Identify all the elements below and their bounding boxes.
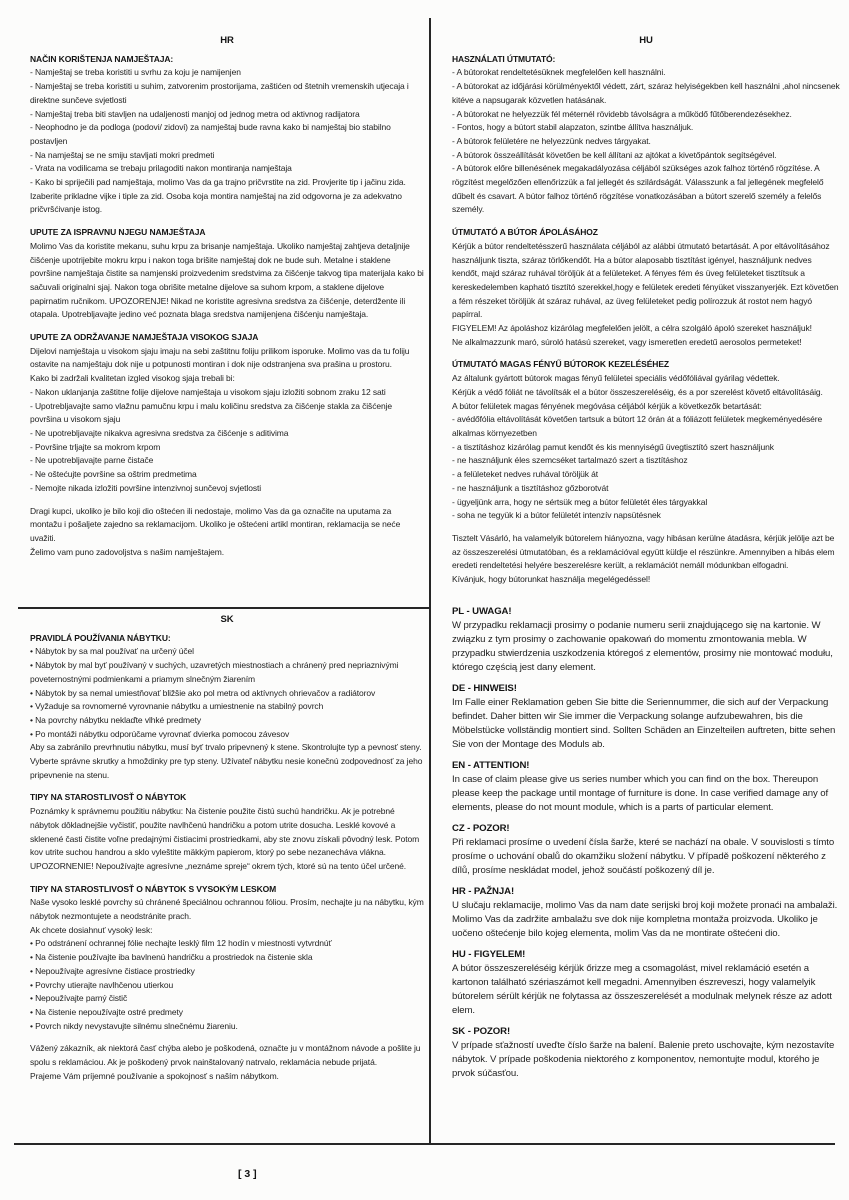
section-hr-content [30, 53, 424, 560]
section-heading: HASZNÁLATI ÚTMUTATÓ: [452, 53, 556, 64]
paragraph: Dragi kupci, ukoliko je bilo koji dio oštećen ili nedostaje, molimo Vas da ga označite na uputama za montažu i pošaljete zajedno sa reklamacijom. Ukoliko je oštećeni artikl montiran, reklamacija se neće uvažiti. [30, 505, 401, 543]
paragraph: • Na čistenie nepoužívajte ostré predmety [30, 1006, 183, 1017]
paragraph: - Nakon uklanjanja zaštitne folije dijelove namještaja u visokom sjaju izložiti sobnom zraku 12 sati [30, 386, 386, 397]
paragraph: Im Falle einer Reklamation geben Sie bitte die Seriennummer, die sich auf der Verpackung befindet. Daher bitten wir Sie immer die Verpackung solange aufzubewahren, bis die Möbelstücke vollständig montiert sind. Sollten Schäden an Einzelteilen auftreten, bitte sehen Sie von der Montage des Moduls ab. [452, 697, 836, 750]
paragraph: - ne használjunk a tisztításhoz gőzborotvát [452, 482, 609, 493]
section-warnings-content [452, 605, 840, 1081]
section-hr [30, 34, 424, 602]
paragraph: Ak chcete dosiahnuť vysoký lesk: [30, 924, 153, 935]
section-hu [452, 34, 840, 602]
section-hu-content [452, 53, 840, 587]
paragraph: Kívánjuk, hogy bútorunkat használja megelégedéssel! [452, 574, 651, 585]
section-heading: PL - UWAGA! [452, 606, 512, 617]
section-warnings [452, 605, 840, 1139]
paragraph: Dijelovi namještaja u visokom sjaju imaju na sebi zaštitnu foliju prilikom isporuke. Molimo vas da tu foliju ostavite na namještaju dok nije u potpunosti montiran i dok nije odstranjena sva prašina u prostoru. [30, 345, 410, 370]
paragraph: - Namještaj se treba koristiti u svrhu za koju je namijenjen [30, 67, 241, 78]
paragraph: • Po odstránení ochrannej fólie nechajte lesklý film 12 hodín v miestnosti vytvrdnúť [30, 938, 332, 949]
paragraph: - A bútorokat ne helyezzük fél méternél rövidebb távolságra a működő fűtőberendezésekhez. [452, 108, 792, 119]
spacer [30, 322, 424, 331]
spacer [452, 878, 840, 885]
paragraph: - Fontos, hogy a bútort stabil alapzaton, szintbe állítva használjuk. [452, 122, 694, 133]
paragraph: FIGYELEM! Az ápoláshoz kizárólag megfelelően jelölt, a célra szolgáló ápoló szereket használjuk! [452, 323, 812, 334]
paragraph: - Ne upotrebljavajte parne čistače [30, 455, 154, 466]
paragraph: • Vyžaduje sa rovnomerné vyrovnanie nábytku a umiestnenie na stabilný povrch [30, 701, 324, 712]
section-heading: TIPY NA STAROSTLIVOSŤ O NÁBYTOK S VYSOKÝM LESKOM [30, 883, 277, 894]
section-heading: EN - ATTENTION! [452, 760, 530, 771]
spacer [30, 217, 424, 226]
paragraph: - A bútorok előre billenésének megakadályozása céljából szükséges azok falhoz történő rögzítése. A rögzítést megelőzően ellenőrizzük a fal jellegét és szilárdságát. Válasszunk a fal jellegének megfelelő dűbelt és csavart. A bútor falhoz történő rögzítése vonatkozásában a bútort szerelő személy a felelős személy. [452, 163, 824, 215]
paragraph: A bútor felületek magas fényének megóvása céljából kérjük a következők betartását: [452, 400, 762, 411]
paragraph: Želimo vam puno zadovoljstva s našim namještajem. [30, 546, 224, 557]
paragraph: U slučaju reklamacije, molimo Vas da nam date serijski broj koji možete pronaći na ambalaži. Molimo Vas da zadržite ambalažu sve dok nije kompletna montaža proizvoda. Ukoliko je uočeno oštećenje bilo kojeg elementa, molim Vas da ne montirate oštećeni dio. [452, 900, 838, 939]
section-heading: ÚTMUTATÓ A BÚTOR ÁPOLÁSÁHOZ [452, 227, 598, 238]
section-heading: CZ - POZOR! [452, 823, 510, 834]
section-heading: NAČIN KORIŠTENJA NAMJEŠTAJA: [30, 53, 174, 64]
spacer [452, 752, 840, 759]
spacer [452, 217, 840, 226]
paragraph: Kako bi zadržali kvalitetan izgled visokog sjaja trebali bi: [30, 373, 235, 384]
footer-divider [14, 1143, 835, 1145]
paragraph: Naše vysoko lesklé povrchy sú chránené špeciálnou ochrannou fóliou. Prosím, nechajte ju na nábytku, kým nábytok nezmontujete a neodstránite prach. [30, 897, 424, 922]
paragraph: Prajeme Vám príjemné používanie a spokojnosť s naším nábytkom. [30, 1070, 279, 1081]
paragraph: - Neophodno je da podloga (podovi/ zidovi) za namještaj bude ravna kako bi namještaj bio stabilno postavljen [30, 122, 391, 146]
spacer [452, 523, 840, 532]
section-hu-language-label: HU [639, 35, 653, 46]
spacer [30, 1033, 424, 1042]
paragraph: • Nábytok by sa mal používať na určený účel [30, 646, 194, 657]
section-heading: UPUTE ZA ODRŽAVANJE NAMJEŠTAJA VISOKOG SJAJA [30, 332, 259, 343]
paragraph: Aby sa zabránilo prevrhnutiu nábytku, musí byť trvalo pripevnený k stene. Skontrolujte typ a pevnosť steny. Vyberte správne skrutky a hmoždinky pre typ steny. Užívateľ nábytku nesie konečnú zodpovednosť za jeho pripevnenie na stenu. [30, 742, 423, 780]
section-hr-language-label: HR [220, 35, 234, 46]
spacer [452, 349, 840, 358]
paragraph: • Po montáži nábytku odporúčame vyrovnať dvierka pomocou závesov [30, 728, 290, 739]
paragraph: - A bútorokat rendeltetésüknek megfelelően kell használni. [452, 67, 666, 78]
paragraph: V prípade sťažností uveďte číslo šarže na balení. Balenie preto uschovajte, kým nezostavíte nábytok. V prípade poškodenia niektorého z komponentov, nemontujte modul, ktorého je prvok súčasťou. [452, 1040, 835, 1079]
paragraph: • Na čistenie používajte iba bavlnenú handričku a prostriedok na čistenie skla [30, 952, 313, 963]
spacer [452, 941, 840, 948]
section-sk [30, 613, 424, 1137]
paragraph: Az általunk gyártott bútorok magas fényű felületei speciális védőfóliával gyárilag védettek. [452, 373, 780, 384]
paragraph: - Ne upotrebljavajte nikakva agresivna sredstva za čišćenje s aditivima [30, 427, 289, 438]
section-heading: UPUTE ZA ISPRAVNU NJEGU NAMJEŠTAJA [30, 227, 206, 238]
paragraph: • Nepoužívajte parný čistič [30, 993, 128, 1004]
paragraph: W przypadku reklamacji prosimy o podanie numeru serii znajdującego się na kartonie. W związku z tym prosimy o zachowanie opakowań do momentu zmontowania mebla. W przypadku stwierdzenia uszkodzenia któregoś z elementów, prosimy nie montować modułu, którego częścią jest dany element. [452, 620, 833, 673]
paragraph: Kérjük a bútor rendeltetésszerű használata céljából az alábbi útmutató betartását. A por eltávolításához használjunk tiszta, száraz törlőkendőt. Ha a bútor alaposabb tisztítást igényel, használjunk nedves kendőt, majd száraz ruhával töröljük át a felületeket. A fényes fém és üveg felületeket tisztítsuk a kereskedelemben kapható tisztító szerekkel,hogy e felületek eredeti fényüket visszanyerjék. Ezt követően a fém részeket töröljük át száraz ruhával, az üveg felületeket pedig polírozzuk át rostot nem hagyó papírral. [452, 240, 839, 320]
spacer [30, 874, 424, 883]
paragraph: - a tisztításhoz kizárólag pamut kendőt és kis mennyiségű üvegtisztító szert használjunk [452, 441, 774, 452]
paragraph: - soha ne tegyük ki a bútor felületét intenzív napsütésnek [452, 510, 661, 521]
paragraph: - avédőfólia eltávolítását követően tartsuk a bútort 12 órán át a fóliázott felületek megkeményedésére alkalmas környezetben [452, 414, 823, 438]
paragraph: • Na povrchy nábytku neklaďte vlhké predmety [30, 714, 202, 725]
spacer [30, 782, 424, 791]
paragraph: - Ne oštećujte površine sa oštrim predmetima [30, 469, 197, 480]
page-number: [ 3 ] [238, 1168, 257, 1180]
paragraph: Kérjük a védő fóliát ne távolítsák el a bútor összeszereléséig, és a por szerelést követő eltávolításáig. [452, 386, 823, 397]
paragraph: • Povrchy utierajte navlhčenou utierkou [30, 979, 174, 990]
paragraph: - Na namještaj se ne smiju stavljati mokri predmeti [30, 149, 215, 160]
paragraph: - Nemojte nikada izložiti površine intenzivnoj sunčevoj svjetlosti [30, 482, 262, 493]
section-heading: DE - HINWEIS! [452, 683, 517, 694]
section-sk-language-label: SK [220, 614, 234, 625]
spacer [452, 815, 840, 822]
paragraph: - a felületeket nedves ruhával töröljük át [452, 469, 599, 480]
paragraph: - Namještaj se treba koristiti u suhim, zatvorenim prostorijama, zaštićen od štetnih vremenskih utjecaja i direktne sunčeve svjetlosti [30, 81, 409, 105]
spacer [452, 1018, 840, 1025]
paragraph: - Namještaj treba biti stavljen na udaljenosti manjoj od jednog metra od aktivnog radijatora [30, 108, 360, 119]
paragraph: Při reklamaci prosíme o uvedení čísla šarže, které se nachází na obale. V souvislosti s tímto prosíme o uchování obalů do okamžiku složení nábytku. V případě poškození některého z dílů, prosíme neskládat model, jehož součástí poškozený díl je. [452, 837, 835, 876]
section-heading: TIPY NA STAROSTLIVOSŤ O NÁBYTOK [30, 792, 187, 803]
paragraph: Tisztelt Vásárló, ha valamelyik bútorelem hiányozna, vagy hibásan kerülne átadásra, kérjük jelölje azt be az összeszerelési útmutatóban, és a reklamációval együtt küldje el részünkre. Amennyiben a hibás elem eredeti rendeltetési helyére beszerelésre került, a reklamációt nemáll módunkban elfogadni. [452, 532, 835, 571]
paragraph: • Nábytok by sa nemal umiestňovať bližšie ako pol metra od aktívnych ohrievačov a radiátorov [30, 687, 376, 698]
section-heading: SK - POZOR! [452, 1026, 511, 1037]
paragraph: • Nepoužívajte agresívne čistiace prostriedky [30, 965, 195, 976]
paragraph: A bútor összeszereléséig kérjük őrizze meg a csomagolást, mivel reklamáció esetén a kartonon található szériaszámot kell megadni. Amennyiben észreveszi, hogy valamelyik bútorelem sérült kérjük ne folytassa az összeszerelését a modulnak melynek része az adott elem. [452, 963, 832, 1016]
section-heading: HU - FIGYELEM! [452, 949, 526, 960]
section-heading: ÚTMUTATÓ MAGAS FÉNYŰ BÚTOROK KEZELÉSÉHEZ [452, 359, 670, 370]
paragraph: - A bútorok felületére ne helyezzünk nedves tárgyakat. [452, 135, 651, 146]
paragraph: - ügyeljünk arra, hogy ne sértsük meg a bútor felületét éles tárgyakkal [452, 496, 708, 507]
section-sk-content [30, 632, 424, 1084]
spacer [452, 675, 840, 682]
paragraph: In case of claim please give us series number which you can find on the box. Thereupon please keep the package until montage of furniture is done. In case verified damage any of elements, please do not mount module, which is a parts of particular element. [452, 774, 829, 813]
vertical-column-divider [429, 18, 431, 1144]
paragraph: - Kako bi spriječili pad namještaja, molimo Vas da ga trajno pričvrstite na zid. Provjerite tip i jačinu zida. Izaberite prikladne vijke i tiple za zid. Osoba koja montira namještaj na zid odgovorna je za adekvatno pričvršćivanje istog. [30, 177, 406, 215]
paragraph: • Povrch nikdy nevystavujte silnému slnečnému žiareniu. [30, 1020, 238, 1031]
paragraph: Vážený zákazník, ak niektorá časť chýba alebo je poškodená, označte ju v montážnom návode a pošlite ju spolu s reklamáciou. Ak je poškodený prvok nainštalovaný natrvalo, reklamácia nebude prijatá. [30, 1043, 421, 1068]
section-heading: HR - PAŽNJA! [452, 886, 515, 897]
paragraph: - ne használjunk éles szemcséket tartalmazó szert a tisztításhoz [452, 455, 688, 466]
paragraph: - A bútorok összeállítását követően be kell állítani az ajtókat a kivetőpántok segítségével. [452, 149, 777, 160]
spacer [30, 496, 424, 505]
paragraph: - Vrata na vodilicama se trebaju prilagoditi nakon montiranja namještaja [30, 163, 292, 174]
paragraph: - Površine trljajte sa mokrom krpom [30, 441, 161, 452]
paragraph: Poznámky k správnemu použitiu nábytku: Na čistenie použite čistú suchú handričku. Ak je potrebné nábytok dôkladnejšie vyčistiť, použite navlhčenú handričku a potom utrite dosucha. Lesklé kovové a sklenené časti čistite voľne predajnými čistiacimi prostriedkami, aby ste znovu získali pôvodný lesk. Potom kov utrite suchou handrou a sklo vyleštite mäkkým papierom, ktorý po sebe nezanecháva vlákna. UPOZORNENIE! Nepoužívajte agresívne „neznáme spreje“ okrem tých, ktoré sú na tento účel určené. [30, 806, 420, 871]
left-column-section-divider [18, 607, 430, 609]
paragraph: Molimo Vas da koristite mekanu, suhu krpu za brisanje namještaja. Ukoliko namještaj zahtjeva detaljnije čišćenje upotrijebite mokru krpu i nakon toga brišite namještaj dok ne bude suh. Metalne i staklene površine namještaja čistite sa namjenski proizvedenim sredstvima za čišćenje takvog tipa materijala kako bi sačuvali originalni sjaj. Nakon toga obrišite metalne dijelove sa suhom krpom, a staklene dijelove papirnatim ručnikom. UPOZORENJE! Nikad ne koristite agresivna sredstva za čišćenje, deterdžente ili otapala. Upotrebljavajte jedino već poznata blaga sredstva namijenjena čišćenju namještaja. [30, 240, 424, 320]
paragraph: - A bútorokat az időjárási körülményektől védett, zárt, száraz helyiségekben kell használni ,ahol nincsenek kitéve a napsugarak közvetlen hatásának. [452, 81, 840, 105]
paragraph: Ne alkalmazzunk maró, súroló hatású szereket, vagy ismeretlen eredetű aerosolos permeteket! [452, 336, 802, 347]
paragraph: • Nábytok by mal byť používaný v suchých, uzavretých miestnostiach a chránený pred nepriaznivými poveternostnými podmienkami a priamym slnečným žiarením [30, 660, 399, 684]
paragraph: - Upotrebljavajte samo vlažnu pamučnu krpu i malu količinu sredstva za čišćenje stakla za čišćenje površina u visokom sjaju [30, 400, 393, 425]
section-heading: PRAVIDLÁ POUŽÍVANIA NÁBYTKU: [30, 632, 171, 643]
